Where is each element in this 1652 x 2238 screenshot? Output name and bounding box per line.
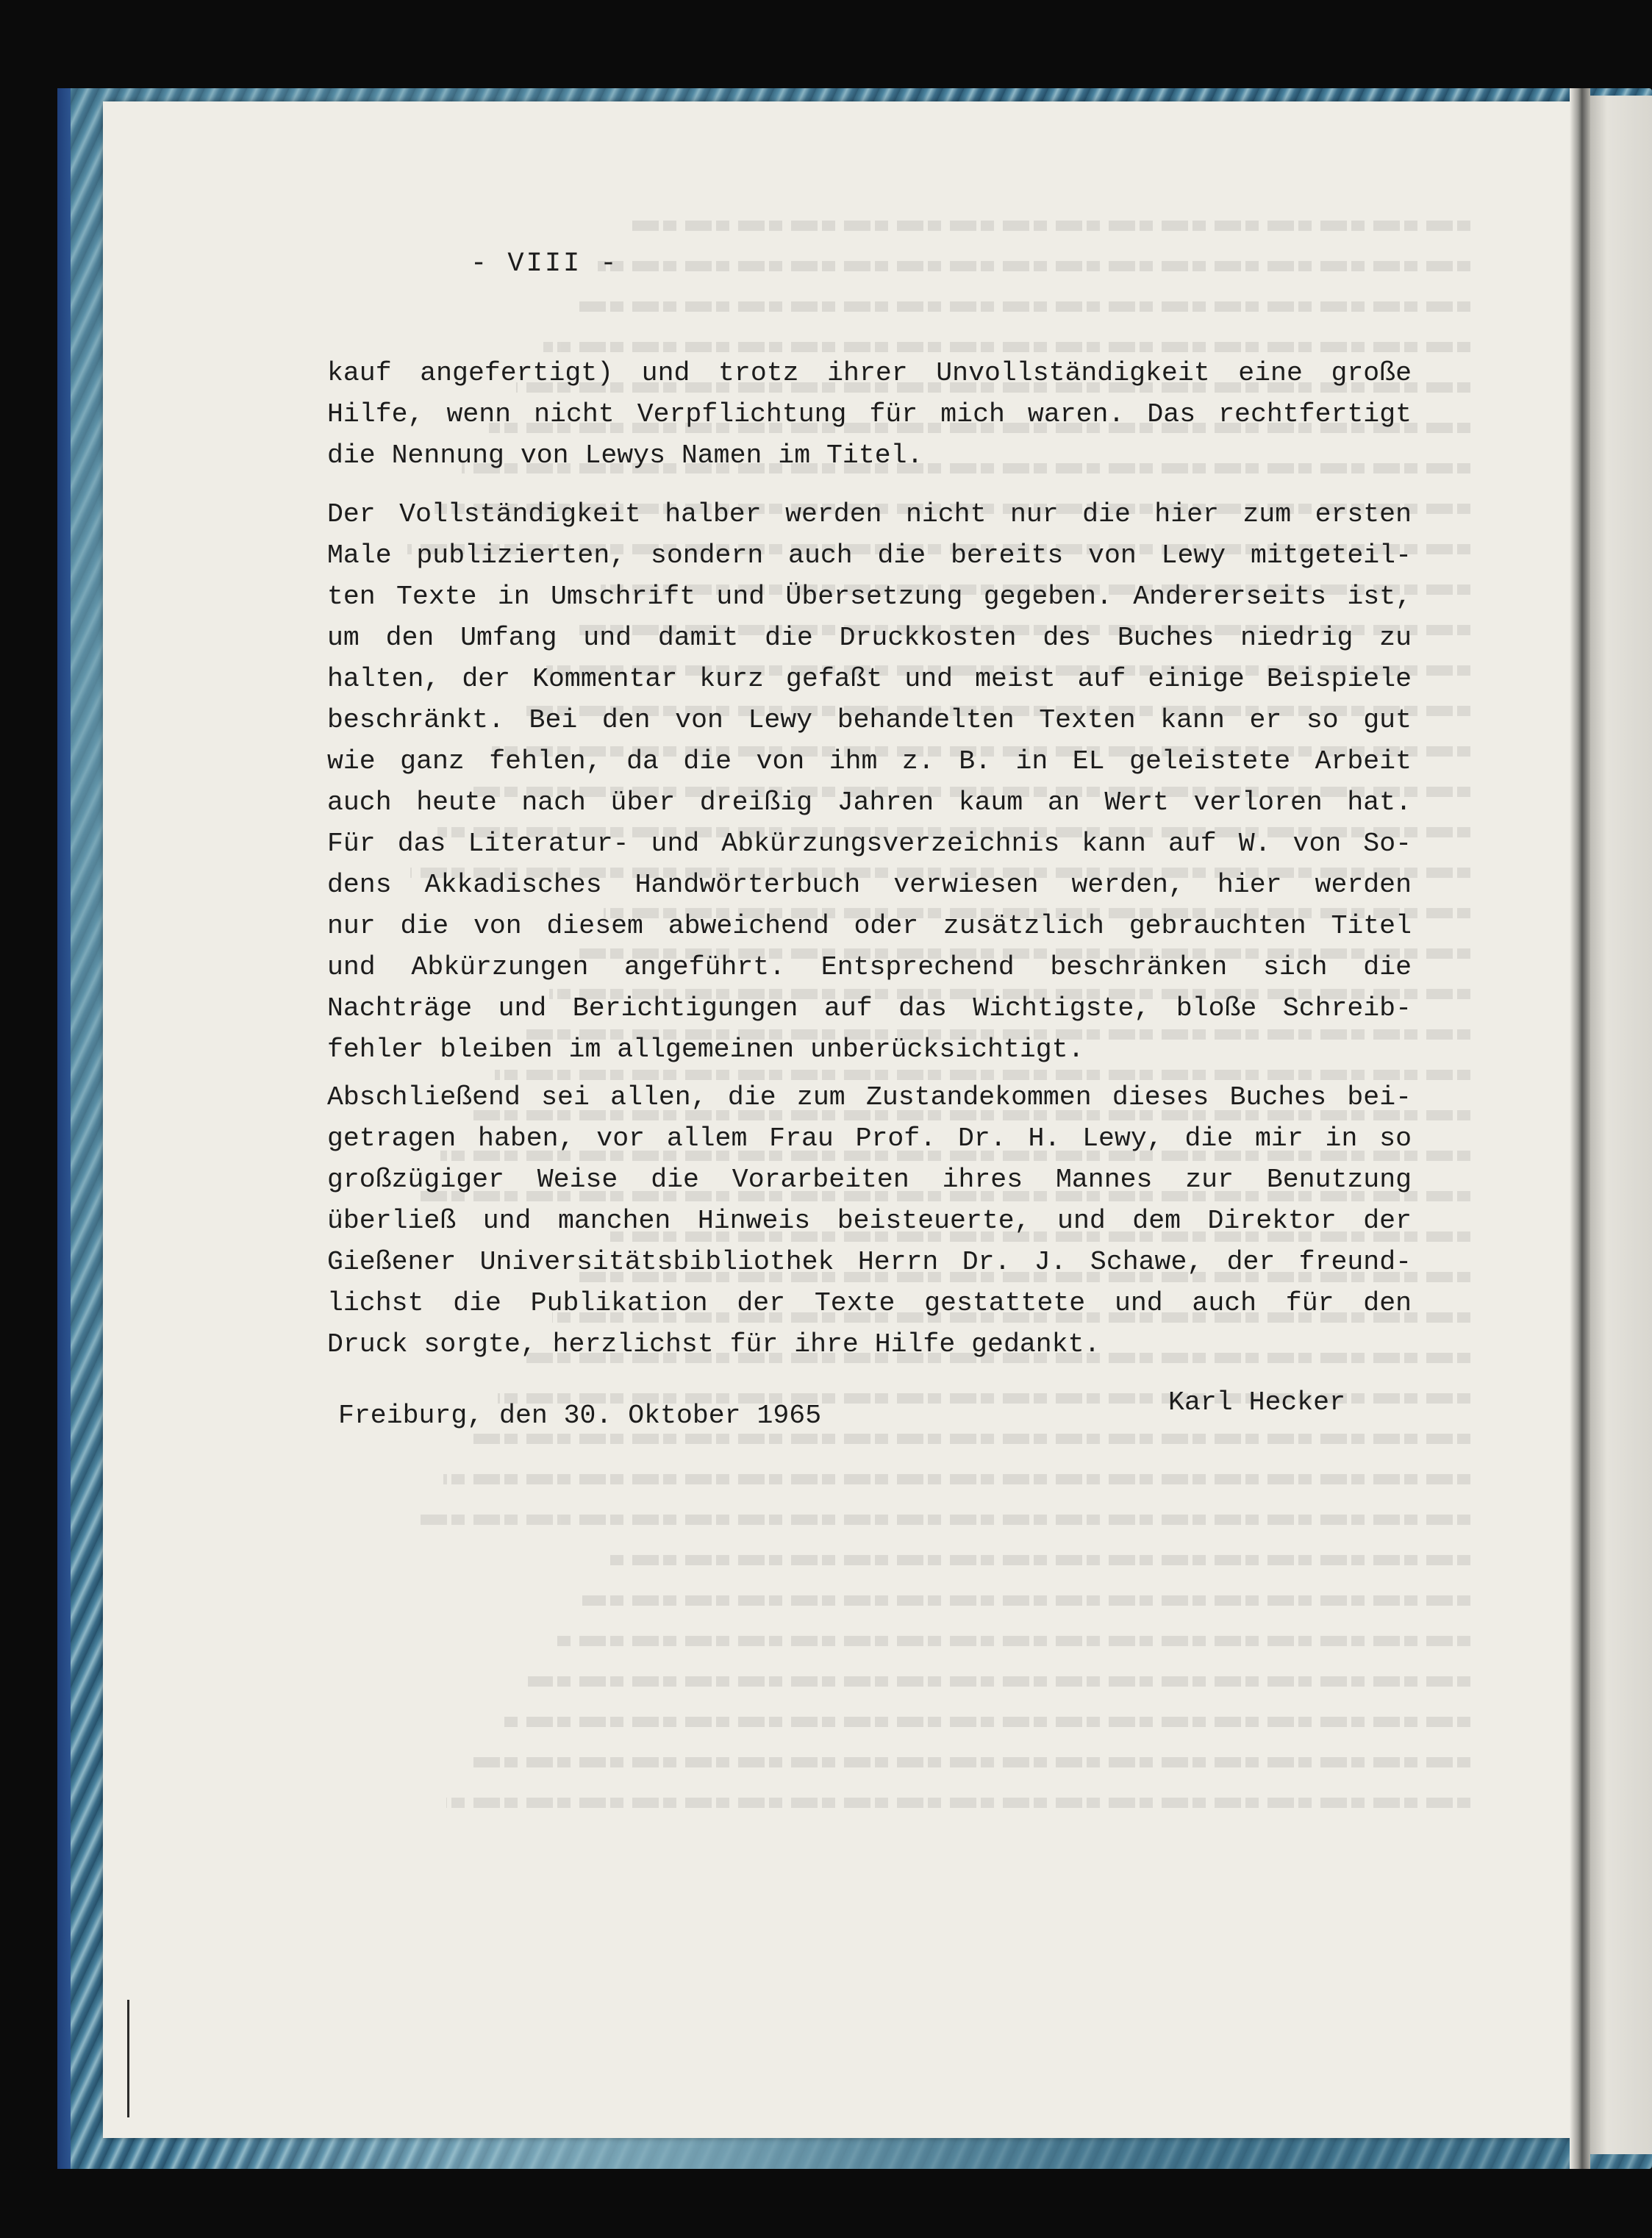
text-line: die Nennung von Lewys Namen im Titel. [327,440,923,471]
paragraph-completeness [327,494,1412,1070]
show-through-row [543,342,1470,352]
place-and-date: Freiburg, den 30. Oktober 1965 [338,1401,822,1431]
show-through-row [528,1676,1470,1687]
text-line: dens Akkadisches Handwörterbuch verwiesen werden, hier werden [327,870,1412,900]
text-line: lichst die Publikation der Texte gestattete und auch für den [327,1288,1412,1318]
text-line: auch heute nach über dreißig Jahren kaum an Wert verloren hat. [327,787,1412,818]
show-through-row [625,221,1470,231]
show-through-row [446,1798,1470,1808]
text-line: Abschließend sei allen, die zum Zustandekommen dieses Buches bei- [327,1082,1412,1112]
text-line: getragen haben, vor allem Frau Prof. Dr. H. Lewy, die mir in so [327,1123,1412,1154]
show-through-row [609,1555,1470,1565]
cover-spine-edge [57,88,71,2169]
closing-line [338,1387,1345,1437]
facing-page-edge [1588,96,1652,2154]
text-line: Hilfe, wenn nicht Verpflichtung für mich waren. Das rechtfertigt [327,399,1412,429]
paragraph-acknowledgements [327,1077,1412,1365]
paragraph-continuation [327,353,1412,476]
text-line: fehler bleiben im allgemeinen unberücksichtigt. [327,1034,1084,1065]
text-line: Für das Literatur- und Abkürzungsverzeichnis kann auf W. von So- [327,829,1412,859]
show-through-row [582,1595,1470,1606]
text-line: wie ganz fehlen, da die von ihm z. B. in EL geleistete Arbeit [327,746,1412,776]
text-line: Gießener Universitätsbibliothek Herrn Dr. J. Schawe, der freund- [327,1247,1412,1277]
text-line: Druck sorgte, herzlichst für ihre Hilfe gedankt. [327,1329,1101,1359]
text-line: Nachträge und Berichtigungen auf das Wichtigste, bloße Schreib- [327,993,1412,1023]
show-through-row [598,261,1470,271]
show-through-row [473,1757,1470,1767]
text-line: überließ und manchen Hinweis beisteuerte, und dem Direktor der [327,1206,1412,1236]
show-through-row [571,301,1470,312]
show-through-row [443,1474,1470,1484]
show-through-row [416,1515,1470,1525]
text-line: Male publizierten, sondern auch die bereits von Lewy mitgeteil- [327,540,1412,571]
page-number: - VIII - [471,249,619,279]
text-line: um den Umfang und damit die Druckkosten des Buches niedrig zu [327,623,1412,653]
book-gutter [1570,88,1590,2169]
cover-crease-mark [127,2000,129,2117]
text-line: kauf angefertigt) und trotz ihrer Unvollständigkeit eine große [327,358,1412,388]
text-line: und Abkürzungen angeführt. Entsprechend beschränken sich die [327,952,1412,982]
show-through-row [501,1717,1470,1727]
show-through-row [555,1636,1470,1646]
text-line: Der Vollständigkeit halber werden nicht nur die hier zum ersten [327,499,1412,529]
text-line: nur die von diesem abweichend oder zusätzlich gebrauchten Titel [327,911,1412,941]
text-line: halten, der Kommentar kurz gefaßt und meist auf einige Beispiele [327,664,1412,694]
text-line: ten Texte in Umschrift und Übersetzung gegeben. Andererseits ist, [327,582,1412,612]
author-name: Karl Hecker [1168,1387,1345,1417]
text-line: großzügiger Weise die Vorarbeiten ihres Mannes zur Benutzung [327,1165,1412,1195]
text-line: beschränkt. Bei den von Lewy behandelten Texten kann er so gut [327,705,1412,735]
